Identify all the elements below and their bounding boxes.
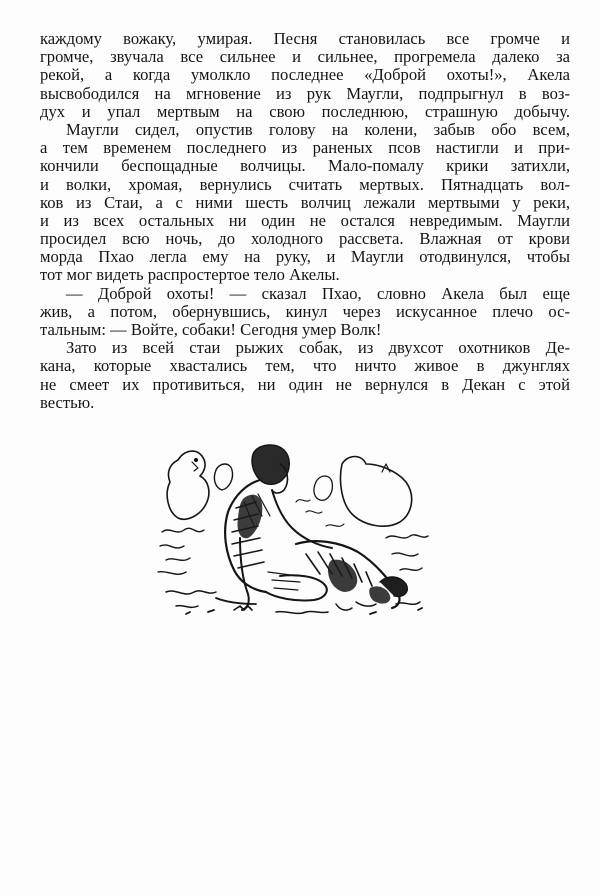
text-line: и волки, хромая, вернулись считать мертвых. Пятнадцать вол- xyxy=(40,174,570,194)
text-line: Зато из всей стаи рыжих собак, из двухсот охотников Де- xyxy=(66,338,570,358)
text-line: каждому вожаку, умирая. Песня становилась все громче и xyxy=(40,29,570,48)
text-line: громче, звучала все сильнее и сильнее, прогремела далеко за xyxy=(40,47,570,67)
engraving-image xyxy=(156,442,436,618)
text-line: — Доброй охоты! — сказал Пхао, словно Акела был еще xyxy=(66,283,570,303)
text-line: а тем временем последнего из раненых псов настигли и при- xyxy=(40,138,570,158)
text-line: кончили беспощадные волчицы. Мало-помалу крики затихли, xyxy=(40,156,570,176)
paragraph-akela-death xyxy=(40,30,570,121)
text-line: дух и упал мертвым на свою последнюю, страшную добычу. xyxy=(40,101,570,121)
text-line: рекой, а когда умолкло последнее «Доброй охоты!», Акела xyxy=(40,65,570,85)
paragraph-dholes-fate xyxy=(40,339,570,412)
text-line: высвободился на мгновение из рук Маугли, подпрыгнул в воз- xyxy=(40,83,570,103)
text-line: кана, которые хвастались тем, что ничто живое в джунглях xyxy=(40,356,570,376)
text-line: тальным: — Войте, собаки! Сегодня умер Волк! xyxy=(40,320,382,339)
text-line: и из всех остальных ни один не остался невредимым. Маугли xyxy=(40,210,570,230)
text-line: не смеет их противиться, ни один не вернулся в Декан с этой xyxy=(40,374,570,394)
text-line: просидел всю ночь, до холодного рассвета. Влажная от крови xyxy=(40,229,570,249)
text-line: жив, а потом, обернувшись, кинул через искусанное плечо ос- xyxy=(40,301,570,321)
text-line: морда Пхао легла ему на руку, и Маугли отодвинулся, чтобы xyxy=(40,247,570,267)
paragraph-mowgli-sat xyxy=(40,121,570,285)
text-line: тот мог видеть распростертое тело Акелы. xyxy=(40,265,340,285)
text-line: вестью. xyxy=(40,392,95,412)
text-line: ков из Стаи, а с ними шесть волчиц лежали мертвыми у реки, xyxy=(40,192,570,212)
text-line: Маугли сидел, опустив голову на колени, забыв обо всем, xyxy=(66,119,570,139)
body-text xyxy=(40,30,570,412)
paragraph-phao-speech xyxy=(40,285,570,340)
illustration-mowgli-akela xyxy=(156,442,436,618)
